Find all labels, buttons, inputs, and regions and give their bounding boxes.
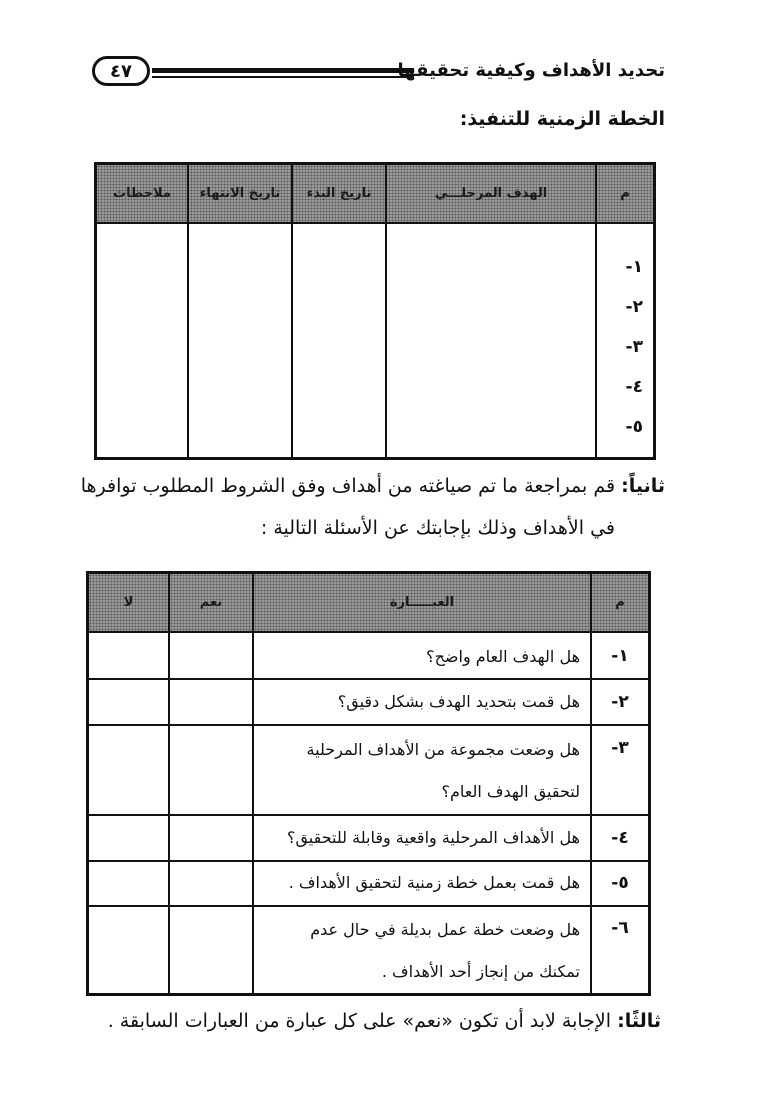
check-row-number: ٣- <box>611 738 629 758</box>
header-num: م <box>620 186 630 201</box>
statement-line: هل وضعت مجموعة من الأهداف المرحلية <box>306 740 580 759</box>
statement-line: هل وضعت خطة عمل بديلة في حال عدم <box>310 920 580 939</box>
header-notes: ملاحظات <box>113 186 171 201</box>
header-num: م <box>615 595 625 610</box>
statement-line: لتحقيق الهدف العام؟ <box>441 782 580 801</box>
check-row-number: ٤- <box>611 828 629 848</box>
header-no: لا <box>123 595 134 610</box>
statement-line: تمكنك من إنجاز أحد الأهداف . <box>381 962 580 981</box>
row-divider <box>89 678 648 680</box>
paragraph-line-2: في الأهداف وذلك بإجابتك عن الأسئلة التالية : <box>260 517 615 539</box>
check-row-statement <box>250 862 580 904</box>
plan-row-number: ١- <box>625 257 643 277</box>
section-heading: الخطة الزمنية للتنفيذ: <box>459 108 665 130</box>
plan-row-number: ٢- <box>625 297 643 317</box>
paragraph-lead: ثانياً: <box>621 475 665 497</box>
final-text: الإجابة لابد أن تكون «نعم» على كل عبارة من العبارات السابقة . <box>107 1010 612 1032</box>
row-divider <box>89 814 648 816</box>
header-statement: العبـــــارة <box>389 595 455 610</box>
header-end-date: تاريخ الانتهاء <box>199 186 281 201</box>
final-lead: ثالثًا: <box>617 1010 661 1032</box>
plan-row-number: ٣- <box>625 337 643 357</box>
plan-row-number: ٤- <box>625 377 643 397</box>
header-rule-thin <box>152 76 414 78</box>
paragraph-text-1: قم بمراجعة ما تم صياغته من أهداف وفق الشروط المطلوب توافرها <box>80 475 616 497</box>
check-row-statement <box>250 909 580 993</box>
check-row-statement <box>250 817 580 859</box>
check-row-number: ١- <box>611 646 629 666</box>
statement-line: هل قمت بتحديد الهدف بشكل دقيق؟ <box>337 692 580 711</box>
chapter-title: تحديد الأهداف وكيفية تحقيقها <box>397 60 665 81</box>
check-row-statement <box>250 729 580 813</box>
final-note <box>108 1010 661 1032</box>
check-row-statement <box>250 636 580 678</box>
statement-line: هل الأهداف المرحلية واقعية وقابلة للتحقيق؟ <box>286 828 580 847</box>
check-row-number: ٥- <box>611 873 629 893</box>
header-rule <box>152 68 414 73</box>
paragraph-line-1 <box>81 475 665 497</box>
plan-table <box>94 162 656 460</box>
check-row-number: ٦- <box>611 918 629 938</box>
header-yes: نعم <box>199 595 223 610</box>
check-row-statement <box>250 681 580 723</box>
check-row-number: ٢- <box>611 692 629 712</box>
row-divider <box>89 905 648 907</box>
plan-row-number: ٥- <box>625 417 643 437</box>
column-divider <box>168 574 170 993</box>
header-start-date: تاريخ البدء <box>306 186 372 201</box>
row-divider <box>89 724 648 726</box>
page-number: ٤٧ <box>92 56 150 86</box>
statement-line: هل الهدف العام واضح؟ <box>426 647 580 666</box>
header-goal: الهدف المرحلـــي <box>434 186 548 201</box>
checklist-table <box>86 571 651 996</box>
statement-line: هل قمت بعمل خطة زمنية لتحقيق الأهداف . <box>288 873 580 892</box>
